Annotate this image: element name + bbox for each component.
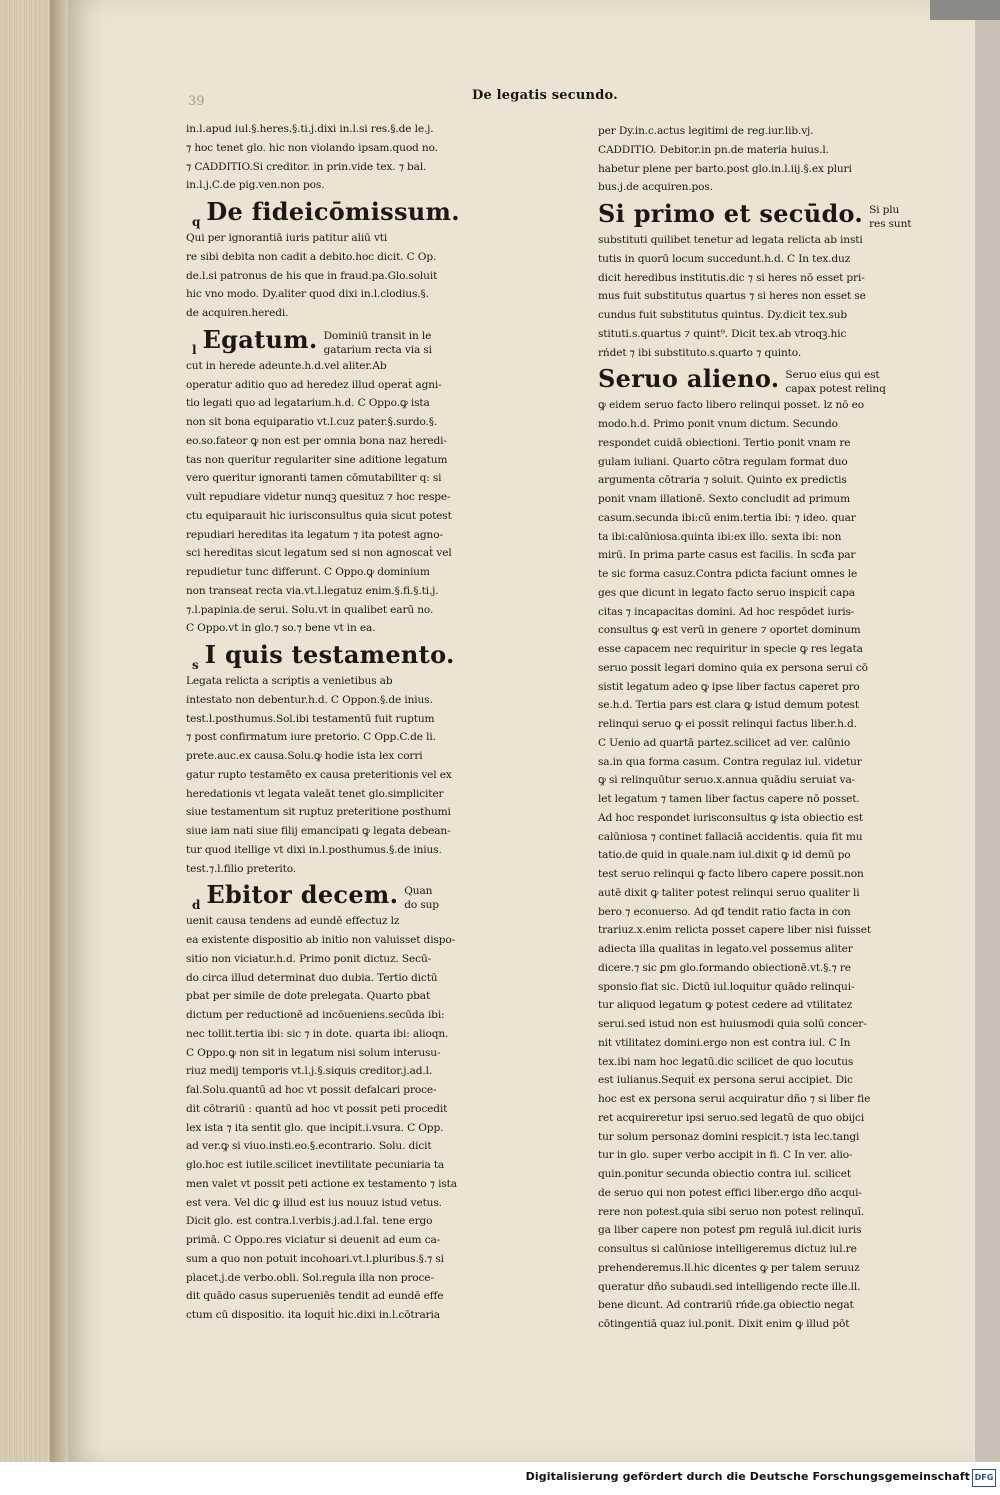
heading-side-text bbox=[869, 203, 911, 231]
text-line: test.l.posthumus.Sol.ibi testamentū fuit ruptum bbox=[186, 712, 435, 725]
section-heading: Ebitor decem. bbox=[206, 880, 399, 910]
intro-line: CADDITIO. Debitor.in pn.de materia huius.l. bbox=[598, 143, 829, 156]
text-line: lex ista ⁊ ita sentit glo. que incipit.i.vsura. C Opp. bbox=[186, 1121, 444, 1134]
text-line: ctum cū dispositio. ita loquiṫ hic.dixi in.l.cōtraria bbox=[186, 1309, 440, 1321]
guide-letter: s bbox=[192, 658, 199, 672]
side-text-line: Dominiū transit in le bbox=[323, 329, 432, 342]
text-line: sci hereditas sicut legatum sed si non agnoscaṫ vel bbox=[186, 547, 452, 560]
section-heading: De fideicōmissum. bbox=[206, 197, 460, 226]
text-line: tatio.de quid in quale.nam iul.dixit ꝙ id demū po bbox=[598, 849, 851, 862]
text-line: consultus ꝙ est verū in genere ⁊ oportet dominum bbox=[598, 624, 861, 637]
text-line: cut in herede adeunte.h.d.vel aliter.Ab bbox=[186, 359, 387, 372]
section-heading-row bbox=[598, 197, 912, 231]
section-heading-row bbox=[598, 362, 908, 396]
text-line: re sibi debita non cadit a debito.hoc dicit. C Op. bbox=[186, 250, 437, 263]
text-line: tas non queritur regulariter sine aditione legatum bbox=[186, 453, 448, 466]
text-line: intestato non debentur.h.d. C Oppon.§.de inius. bbox=[186, 693, 433, 706]
text-line: test seruo relinqui ꝙ facto libero capere possit.non bbox=[598, 868, 864, 880]
text-line: tur solum personaz domini respicit.⁊ ista lec.tangi bbox=[598, 1130, 860, 1143]
folio-number: 39 bbox=[188, 94, 205, 109]
text-line: nec tollit.tertia ibi: sic ⁊ in dote. quarta ibi: alioqn. bbox=[186, 1027, 449, 1040]
text-line: prehenderemus.ll.hic dicentes ꝙ per talem seruuz bbox=[598, 1261, 860, 1274]
text-line: C Oppo.vt in glo.⁊ so.⁊ bene vt in ea. bbox=[186, 622, 376, 635]
text-line: riuz medij temporis vt.l.j.§.siquis creditor.j.ad.l. bbox=[186, 1065, 433, 1078]
text-line: sistit legatum adeo ꝙ ipse liber factus caperet pro bbox=[598, 680, 860, 693]
text-line: ⁊ post confirmatum iure pretorio. C Opp.C.de li. bbox=[186, 731, 436, 744]
text-line: ga liber capere non potest ꝑm regulā iul.dicit iuris bbox=[598, 1224, 862, 1237]
text-line: heredationis vt legata valeāt tenet glo.simpliciter bbox=[186, 787, 444, 800]
left-text-column bbox=[186, 120, 511, 1325]
text-line: casum.secunda ibi:cū enim.tertia ibi: ⁊ ideo. quar bbox=[598, 511, 856, 524]
text-line: tio legati quo ad legatarium.h.d. C Oppo.ꝙ ista bbox=[186, 397, 430, 410]
text-line: adiecta illa qualitas in legato.vel possemus aliter bbox=[598, 943, 853, 955]
text-line: de.l.si patronus de his que in fraud.pa.Glo.soluit bbox=[186, 269, 438, 282]
text-line: autē dixit ꝙ taliter potest relinqui seruo qualiter li bbox=[598, 886, 860, 899]
text-line: est iulianus.Sequiṫ ex persona serui accipiet. Dic bbox=[598, 1074, 853, 1087]
text-line: respondet cuidā obiectioni. Tertio ponit vnam re bbox=[598, 436, 851, 449]
text-line: sitio non viciatur.h.d. Primo ponit dictuz. Secū- bbox=[186, 952, 432, 965]
section-heading: I quis testamento. bbox=[204, 640, 455, 669]
text-line: tex.ibi nam hoc legatū.dic scilicet de quo locutus bbox=[598, 1055, 854, 1068]
text-line: C Uenio ad quartā partez.scilicet ad ver. calūnio bbox=[598, 736, 851, 749]
text-line: trariuz.x.enim relicta posset capere liber nisi fuisset bbox=[598, 924, 871, 937]
side-text-line: Seruo eius qui est bbox=[785, 369, 880, 382]
text-line: ꝙ si relinquūtur seruo.x.annua quādiu seruiat va- bbox=[598, 774, 856, 787]
text-line: hoc est ex persona serui acquiratur dño ⁊ si liber fie bbox=[598, 1093, 871, 1105]
intro-line: in.l.apud iul.§.heres.§.ti.j.dixi in.l.si res.§.de le.j. bbox=[186, 123, 434, 135]
text-line: Ad hoc respondet iurisconsultus ꝙ ista obiectio est bbox=[598, 811, 864, 824]
text-line: gulam iuliani. Quarto cōtra regulam format duo bbox=[598, 455, 848, 468]
side-text-line: gatarium recta via si bbox=[323, 343, 432, 356]
text-line: dicit heredibus institutis.dic ⁊ si heres nō esset pri- bbox=[598, 271, 865, 284]
text-line: de acquiren.heredi. bbox=[186, 307, 289, 319]
text-line: let legatum ⁊ tamen liber factus capere nō posset. bbox=[598, 793, 860, 805]
text-line: esse capacem nec requiritur in specie ꝙ res legata bbox=[598, 643, 863, 655]
side-text-line: res sunt bbox=[869, 218, 912, 230]
side-text-line: Quan bbox=[404, 885, 433, 898]
text-line: ta ibi:calūniosa.quinta ibi:ex illo. sexta ibi: non bbox=[598, 530, 842, 543]
page-edges bbox=[0, 0, 55, 1462]
text-line: eo.so.fateor ꝙ non est per omnia bona naz heredi- bbox=[186, 434, 447, 447]
text-line: test.⁊.l.filio preterito. bbox=[186, 862, 296, 875]
guide-letter: l bbox=[192, 342, 197, 357]
intro-line: ⁊ CADDITIO.Si creditor. in prin.vide tex. ⁊ bal. bbox=[186, 160, 427, 173]
text-line: modo.h.d. Primo ponit vnum dictum. Secundo bbox=[598, 418, 838, 430]
text-line: queratur dño subaudi.sed intelligendo recte ille.ll. bbox=[598, 1280, 861, 1293]
intro-line: habetur plene per barto.post glo.in.l.iij.§.ex pluri bbox=[598, 162, 852, 175]
text-line: bene dicunt. Ad contrariū rńde.ga obiectio negat bbox=[598, 1299, 854, 1312]
scale-bar bbox=[930, 0, 1000, 20]
text-line: mirū. In prima parte casus est facilis. In scđa par bbox=[598, 549, 856, 562]
side-text-line: capax potest relinq bbox=[785, 383, 886, 396]
running-title: De legatis secundo. bbox=[472, 88, 618, 103]
text-line: siue iam nati siue filij emancipati ꝙ legata debean- bbox=[186, 825, 451, 837]
intro-line: in.l.j.C.de pig.ven.non pos. bbox=[186, 179, 325, 192]
heading-side-text bbox=[324, 329, 432, 357]
text-line: operatur aditio quo ad heredez illud operaṫ agni- bbox=[186, 378, 442, 391]
text-line: substituti quilibet tenetur ad legata relicta ab insti bbox=[598, 234, 863, 246]
text-line: argumenta cōtraria ⁊ soluit. Quinto ex predictis bbox=[598, 474, 847, 487]
section-heading-row bbox=[186, 323, 511, 357]
heading-side-text bbox=[404, 884, 439, 912]
gutter-shadow bbox=[50, 0, 70, 1462]
intro-line: per Dy.in.c.actus legitimi de reg.iur.lib.vj. bbox=[598, 125, 814, 137]
text-line: mus fuit substitutus quartus ⁊ si heres non esset se bbox=[598, 290, 866, 303]
footer-bar bbox=[0, 1462, 1000, 1495]
text-line: C Oppo.ꝙ non sit in legatum nisi solum interusu- bbox=[186, 1046, 441, 1059]
section-heading-row bbox=[186, 878, 511, 912]
side-text-line: Si plu bbox=[869, 204, 900, 216]
guide-letter: d bbox=[192, 898, 201, 913]
text-line: stituti.s.quartus ⁊ quint⁹. Dicit tex.ab vtroqꝫ.hic bbox=[598, 327, 847, 340]
text-line: dictum per reductionē ad incōueniens.secūda ibi: bbox=[186, 1009, 445, 1021]
text-line: rere non potest.quia sibi seruo non potest relinquī. bbox=[598, 1205, 865, 1218]
color-card-strip bbox=[975, 0, 1000, 1462]
text-line: se.h.d. Tertia pars est clara ꝙ istud demum potest bbox=[598, 699, 859, 712]
text-line: citas ⁊ incapacitas domini. Ad hoc respōdet iuris- bbox=[598, 605, 855, 618]
text-line: sa.in qua forma casum. Contra regulaz iul. videtur bbox=[598, 755, 862, 768]
heading-side-text bbox=[785, 368, 885, 396]
text-line: sponsio fiat sic. Dictū iul.loquitur quādo relinqui- bbox=[598, 980, 855, 993]
section-heading-row bbox=[186, 638, 511, 672]
text-line: te sic forma casuz.Contra pdicta faciunt omnes le bbox=[598, 568, 858, 580]
text-line: primā. C Oppo.res viciatur si deuenit ad eum ca- bbox=[186, 1234, 441, 1246]
text-line: ret acquireretur ipsi seruo.sed legatū de quo obijci bbox=[598, 1111, 865, 1124]
text-line: repudietur tunc differunt. C Oppo.ꝙ dominium bbox=[186, 566, 430, 578]
text-line: men valet vt possit peti actione ex testamento ⁊ ista bbox=[186, 1177, 457, 1190]
text-line: placet.j.de verbo.obli. Sol.regula illa non proce- bbox=[186, 1271, 434, 1284]
text-line: glo.hoc est iutile.scilicet inevtilitate pecuniaria ta bbox=[186, 1159, 445, 1171]
dfg-logo-icon: DFG bbox=[972, 1469, 996, 1487]
text-line: rńdet ⁊ ibi substituto.s.quarto ⁊ quinto. bbox=[598, 346, 802, 359]
text-line: dit quādo casus superueniēs tendit ad eundē effe bbox=[186, 1290, 444, 1303]
guide-letter: q bbox=[192, 215, 201, 229]
text-line: dicere.⁊ sic ꝑm glo.formando obiectionē.vt.§.⁊ re bbox=[598, 961, 851, 974]
section-heading-row bbox=[186, 195, 511, 229]
funding-credit: Digitalisierung gefördert durch die Deutsche Forschungsgemeinschaft bbox=[525, 1470, 970, 1483]
text-line: ⁊.l.papinia.de serui. Solu.vt in qualibet earū no. bbox=[186, 603, 434, 616]
text-line: gatur rupto testamēto ex causa preteritionis vel ex bbox=[186, 768, 452, 781]
text-line: sum a quo non potuit incohoari.vt.l.pluribus.§.⁊ si bbox=[186, 1252, 444, 1265]
text-line: bero ⁊ econuerso. Ad qđ tendit ratio facta in con bbox=[598, 905, 851, 918]
right-text-column bbox=[598, 122, 912, 1334]
text-line: Dicit glo. est contra.l.verbis.j.ad.l.fal. tene ergo bbox=[186, 1215, 433, 1228]
text-line: tur aliquod legatum ꝙ potest cedere ad vtilitatez bbox=[598, 999, 853, 1012]
text-line: repudiari hereditas ita legatum ⁊ ita potest agno- bbox=[186, 528, 443, 541]
intro-line: bus.j.de acquiren.pos. bbox=[598, 181, 713, 194]
text-line: ctu equiparauit hic iurisconsultus quia sicut potest bbox=[186, 509, 452, 522]
text-line: hic vno modo. Dy.aliter quod dixi in.l.clodius.§. bbox=[186, 288, 429, 301]
intro-line: ⁊ hoc tenet glo. hic non violando ipsam.quod no. bbox=[186, 141, 438, 154]
section-heading: Seruo alieno. bbox=[598, 364, 780, 394]
text-line: ad ver.ꝙ si viuo.insti.eo.§.econtrario. Solu. dicit bbox=[186, 1140, 432, 1153]
text-line: tur in glo. super verbo accipit in fi. C In ver. alio- bbox=[598, 1149, 853, 1162]
side-text-line: do sup bbox=[404, 899, 439, 912]
text-line: ges que dicunt in legato facto seruo inspiciṫ capa bbox=[598, 586, 855, 599]
text-line: cundus fuit substitutus quintus. Dy.dicit tex.sub bbox=[598, 309, 848, 321]
text-line: de seruo qui non potest effici liber.ergo dño acqui- bbox=[598, 1186, 862, 1199]
text-line: cōtingentiā quaz iul.ponit. Dixit enim ꝙ illud pōt bbox=[598, 1318, 850, 1330]
text-line: dit cōtrariū : quantū ad hoc vt possit peti procedit bbox=[186, 1102, 448, 1115]
text-line: ꝙ eidem seruo facto libero relinqui posset. lz nō eo bbox=[598, 399, 864, 412]
section-heading: Si primo et secūdo. bbox=[598, 199, 864, 228]
text-line: pbat per simile de dote prelegata. Quarto pbat bbox=[186, 990, 431, 1003]
text-line: quin.ponitur secunda obiectio contra iul. scilicet bbox=[598, 1168, 851, 1180]
text-line: Qui per ignorantiā iuris patitur aliū vti bbox=[186, 232, 388, 244]
text-line: nit vtilitatez domini.ergo non est contra iul. C In bbox=[598, 1036, 851, 1049]
text-line: ponit vnam illationē. Sexto concludit ad primum bbox=[598, 493, 851, 505]
text-line: vero queritur ignoranti tamen cōmutabiliter q: si bbox=[186, 472, 442, 485]
text-line: seruo possit legari domino quia ex persona serui cō bbox=[598, 661, 868, 674]
text-line: ea existente dispositio ab initio non valuisset dispo- bbox=[186, 934, 456, 946]
text-line: non sit bona equiparatio vt.l.cuz pater.§.surdo.§. bbox=[186, 416, 438, 428]
text-line: prete.auc.ex causa.Solu.ꝙ hodie ista lex corri bbox=[186, 750, 423, 762]
text-line: relinqui seruo ꝙ ei possit relinqui factus liber.h.d. bbox=[598, 718, 857, 730]
text-line: serui.sed istud non est huiusmodi quia solū concer- bbox=[598, 1018, 867, 1030]
text-line: consultus si calūniose intelligeremus dictuz iul.re bbox=[598, 1243, 857, 1255]
section-heading: Egatum. bbox=[202, 324, 318, 354]
text-line: tutis in quorū locum succedunt.h.d. C In tex.duz bbox=[598, 252, 851, 265]
text-line: non transeat recta via.vt.l.legatuz enim.§.fi.§.ti.j. bbox=[186, 584, 439, 597]
text-line: siue testamentum sit ruptuz preteritione posthumi bbox=[186, 806, 451, 819]
text-line: fal.Solu.quantū ad hoc vt possit defalcari proce- bbox=[186, 1084, 437, 1096]
text-line: est vera. Vel dic ꝙ illud est ius nouuz istud vetus. bbox=[186, 1196, 442, 1209]
text-line: calūniosa ⁊ continet fallaciā accidentis. quia fit mu bbox=[598, 830, 863, 843]
text-line: do circa illud determinat duo dubia. Tertio dictū bbox=[186, 971, 438, 984]
text-line: tur quod itellige vt dixi in.l.posthumus.§.de inius. bbox=[186, 843, 442, 856]
text-line: Legata relicta a scriptis a venietibus ab bbox=[186, 675, 393, 687]
text-line: uenit causa tendens ad eundē effectuz lz bbox=[186, 915, 400, 928]
text-line: vult repudiare videtur nunqꝫ quesituz ⁊ hoc respe- bbox=[186, 491, 451, 503]
